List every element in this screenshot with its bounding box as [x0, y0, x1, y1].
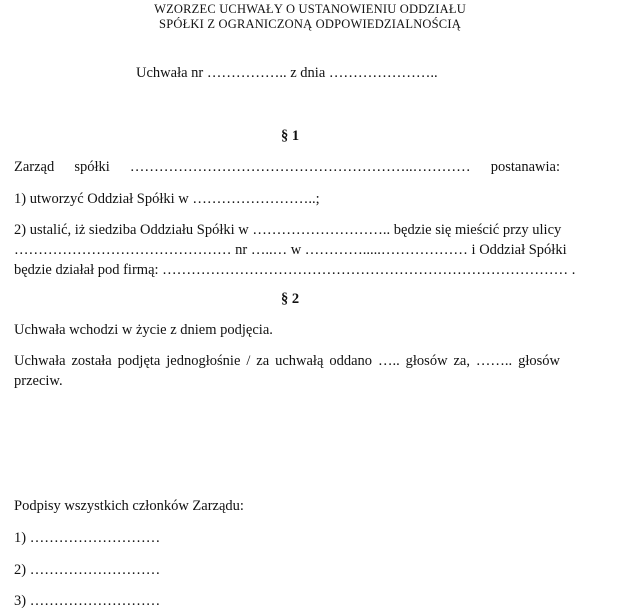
- document-title-line-1: WZORZEC UCHWAŁY O USTANOWIENIU ODDZIAŁU: [154, 2, 466, 16]
- section-1-heading: § 1: [280, 128, 300, 144]
- item-1-create-branch: 1) utworzyć Oddział Spółki w ……………………..;: [14, 191, 320, 207]
- document-title-line-2: SPÓŁKI Z OGRANICZONĄ ODPOWIEDZIALNOŚCIĄ: [159, 17, 461, 31]
- board-decides-line: Zarząd spółki …………………………………………………..………… postanawia:: [14, 159, 560, 175]
- item-2-line-3: będzie działał pod firmą: ………………………………………………………………………… .: [14, 262, 576, 278]
- vote-line-2: przeciw.: [14, 373, 63, 389]
- item-2-line-2: ……………………………………… nr …..… w ………….....……………… i Oddział Spółki: [14, 242, 567, 258]
- signature-line-1: 1) ………………………: [14, 530, 161, 546]
- effective-date-text: Uchwała wchodzi w życie z dniem podjęcia.: [14, 322, 273, 338]
- item-2-line-1: 2) ustalić, iż siedziba Oddziału Spółki w ……………………….. będzie się mieścić przy ulicy: [14, 222, 562, 238]
- signatures-label: Podpisy wszystkich członków Zarządu:: [14, 498, 244, 514]
- signature-line-2: 2) ………………………: [14, 562, 161, 578]
- signature-line-3: 3) ………………………: [14, 593, 161, 609]
- vote-line-1: Uchwała została podjęta jednogłośnie / za uchwałą oddano ….. głosów za, …….. głosów: [14, 353, 560, 369]
- section-2-heading: § 2: [280, 291, 300, 307]
- resolution-number-date: Uchwała nr …………….. z dnia …………………..: [136, 65, 438, 81]
